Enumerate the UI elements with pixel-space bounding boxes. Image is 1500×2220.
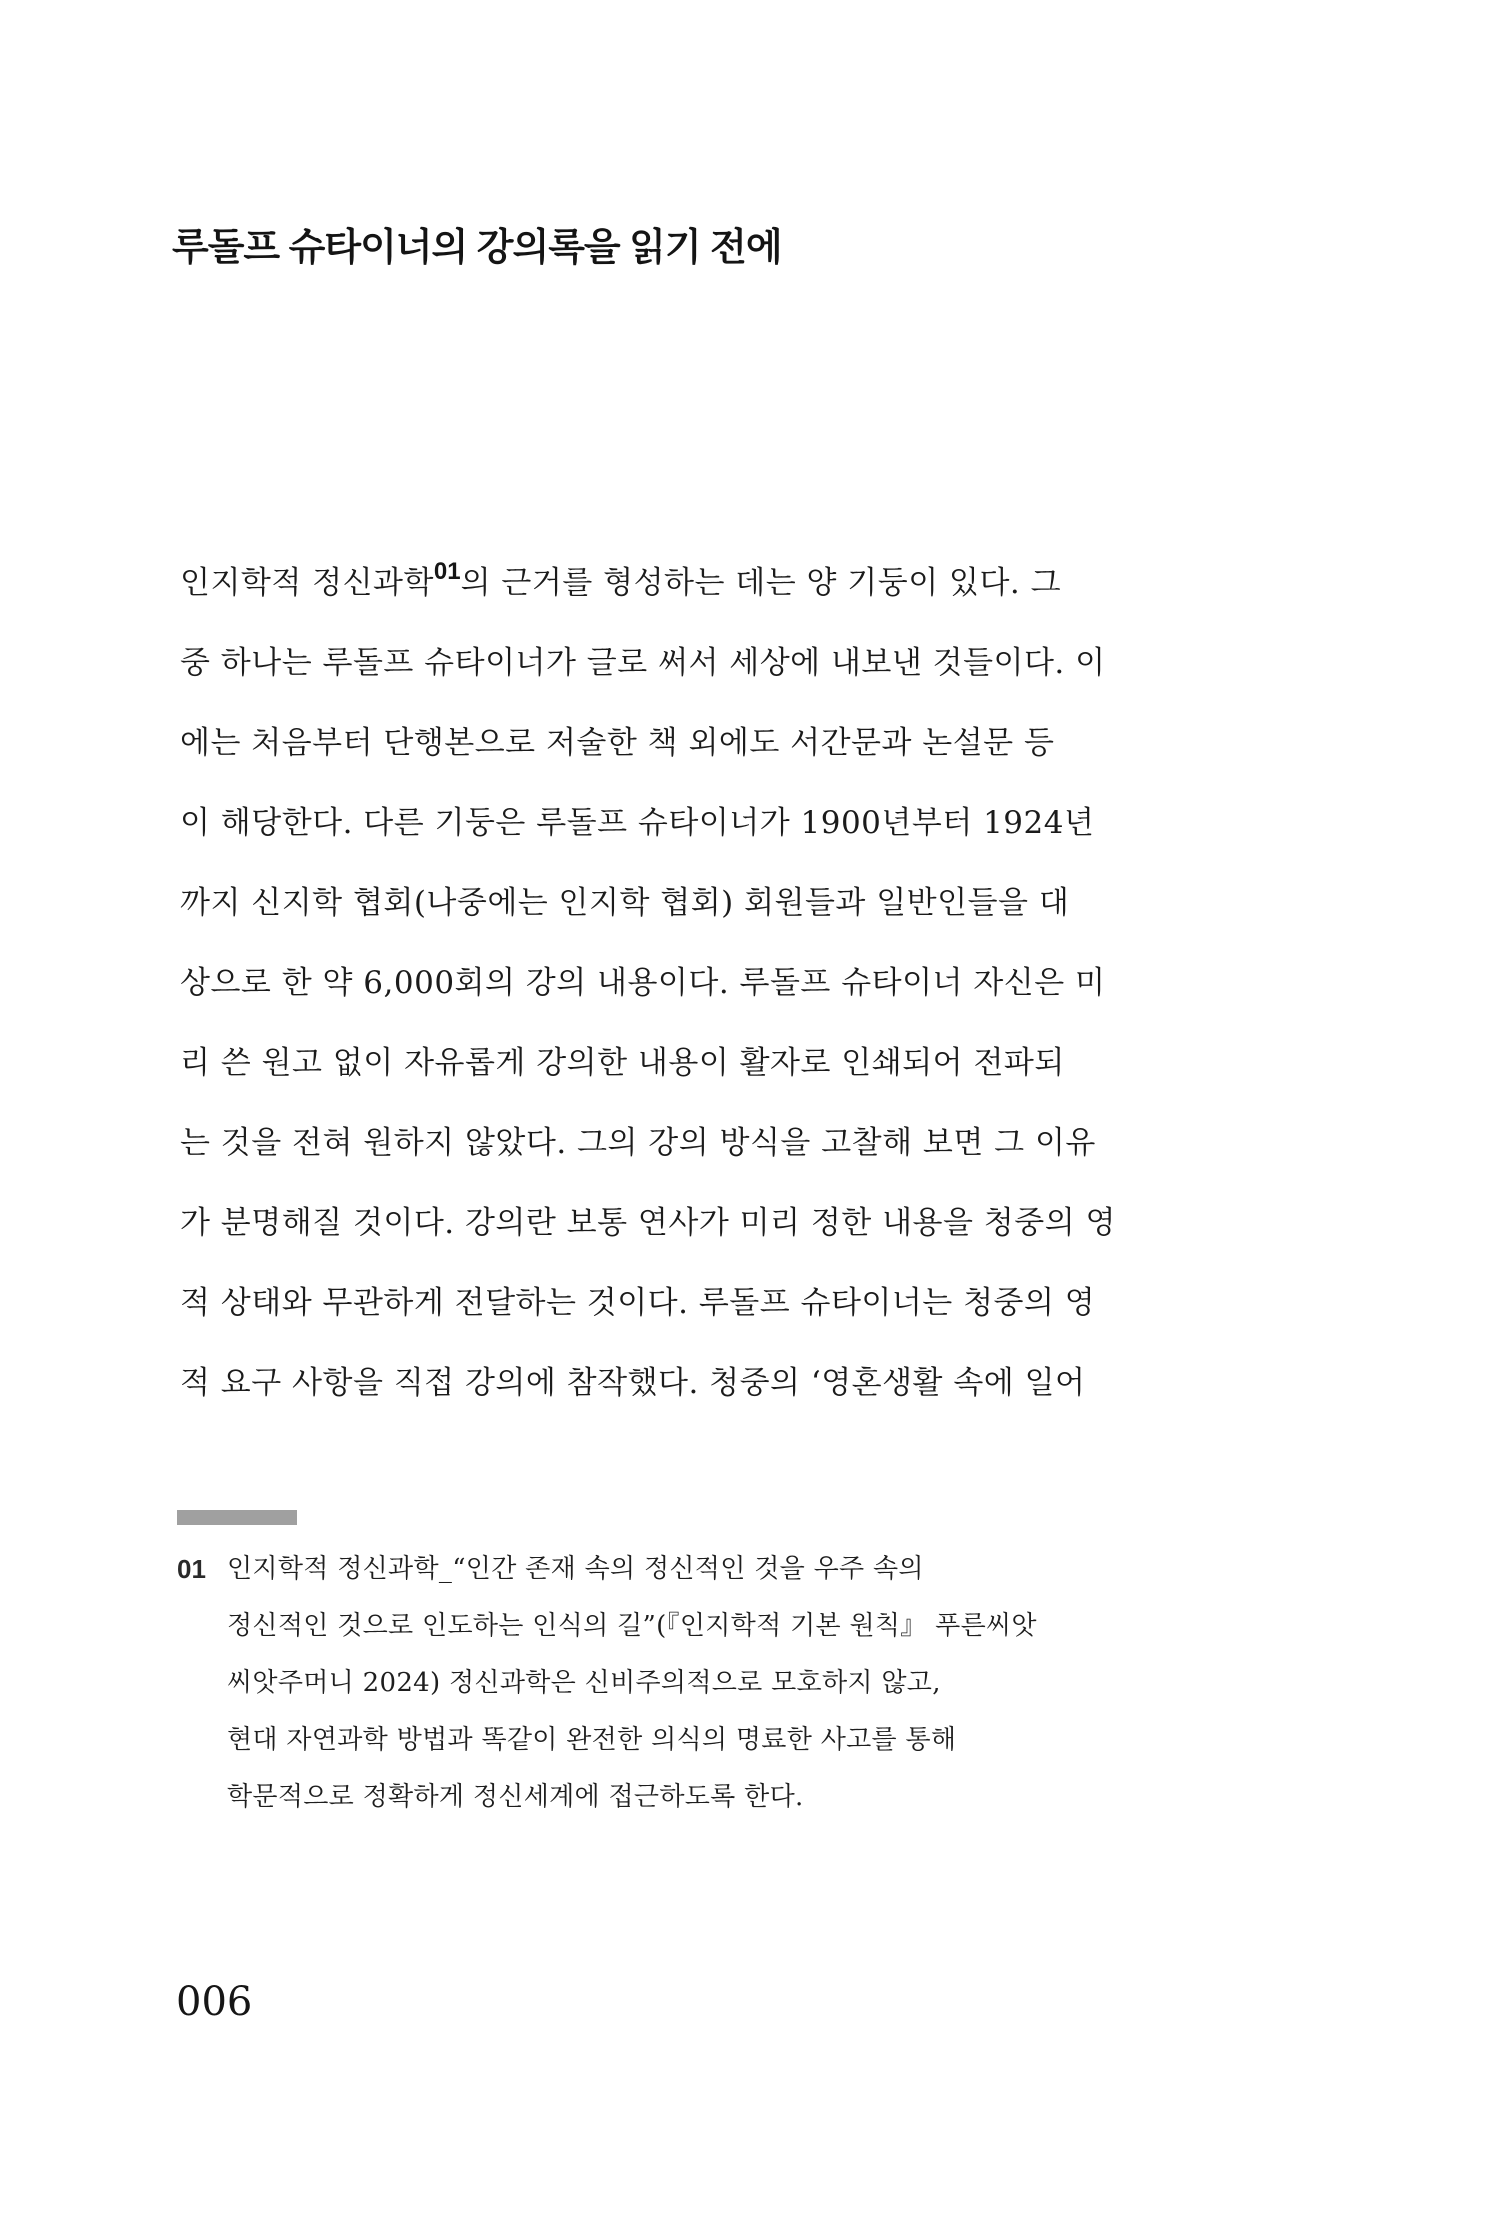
footnote-text bbox=[227, 1541, 1327, 1826]
footnote-line: 학문적으로 정확하게 정신세계에 접근하도록 한다. bbox=[227, 1782, 804, 1812]
body-line: 이 해당한다. 다른 기둥은 루돌프 슈타이너가 1900년부터 1924년 bbox=[180, 805, 1095, 841]
body-line: 에는 처음부터 단행본으로 저술한 책 외에도 서간문과 논설문 등 bbox=[180, 725, 1055, 761]
page-number: 006 bbox=[176, 1979, 253, 2025]
footnote-number: 01 bbox=[177, 1554, 206, 1584]
body-line: 적 상태와 무관하게 전달하는 것이다. 루돌프 슈타이너는 청중의 영 bbox=[180, 1285, 1096, 1321]
body-line: 중 하나는 루돌프 슈타이너가 글로 써서 세상에 내보낸 것들이다. 이 bbox=[180, 645, 1106, 681]
footnote-line: 씨앗주머니 2024) 정신과학은 신비주의적으로 모호하지 않고, bbox=[227, 1668, 941, 1698]
page-title: 루돌프 슈타이너의 강의록을 읽기 전에 bbox=[172, 227, 782, 269]
footnote-line: 현대 자연과학 방법과 똑같이 완전한 의식의 명료한 사고를 통해 bbox=[227, 1725, 957, 1755]
body-line1-post: 의 근거를 형성하는 데는 양 기둥이 있다. 그 bbox=[460, 565, 1062, 601]
body-line1-pre: 인지학적 정신과학 bbox=[180, 565, 434, 601]
body-line: 리 쓴 원고 없이 자유롭게 강의한 내용이 활자로 인쇄되어 전파되 bbox=[180, 1045, 1065, 1081]
body-line: 상으로 한 약 6,000회의 강의 내용이다. 루돌프 슈타이너 자신은 미 bbox=[180, 965, 1106, 1001]
footnote-line: 정신적인 것으로 인도하는 인식의 길”(『인지학적 기본 원칙』 푸른씨앗 bbox=[227, 1611, 1037, 1641]
footnote-block bbox=[177, 1541, 1327, 1826]
body-paragraph bbox=[180, 543, 1240, 1423]
body-line: 까지 신지학 협회(나중에는 인지학 협회) 회원들과 일반인들을 대 bbox=[180, 885, 1070, 921]
footnote-reference-superscript: 01 bbox=[433, 558, 461, 585]
footnote-divider-bar bbox=[177, 1510, 297, 1525]
body-line: 는 것을 전혀 원하지 않았다. 그의 강의 방식을 고찰해 보면 그 이유 bbox=[180, 1125, 1096, 1161]
body-line bbox=[180, 543, 1240, 623]
footnote-line: 인지학적 정신과학_“인간 존재 속의 정신적인 것을 우주 속의 bbox=[227, 1554, 924, 1584]
body-line: 적 요구 사항을 직접 강의에 참작했다. 청중의 ‘영혼생활 속에 일어 bbox=[180, 1365, 1086, 1401]
body-line: 가 분명해질 것이다. 강의란 보통 연사가 미리 정한 내용을 청중의 영 bbox=[180, 1205, 1116, 1241]
